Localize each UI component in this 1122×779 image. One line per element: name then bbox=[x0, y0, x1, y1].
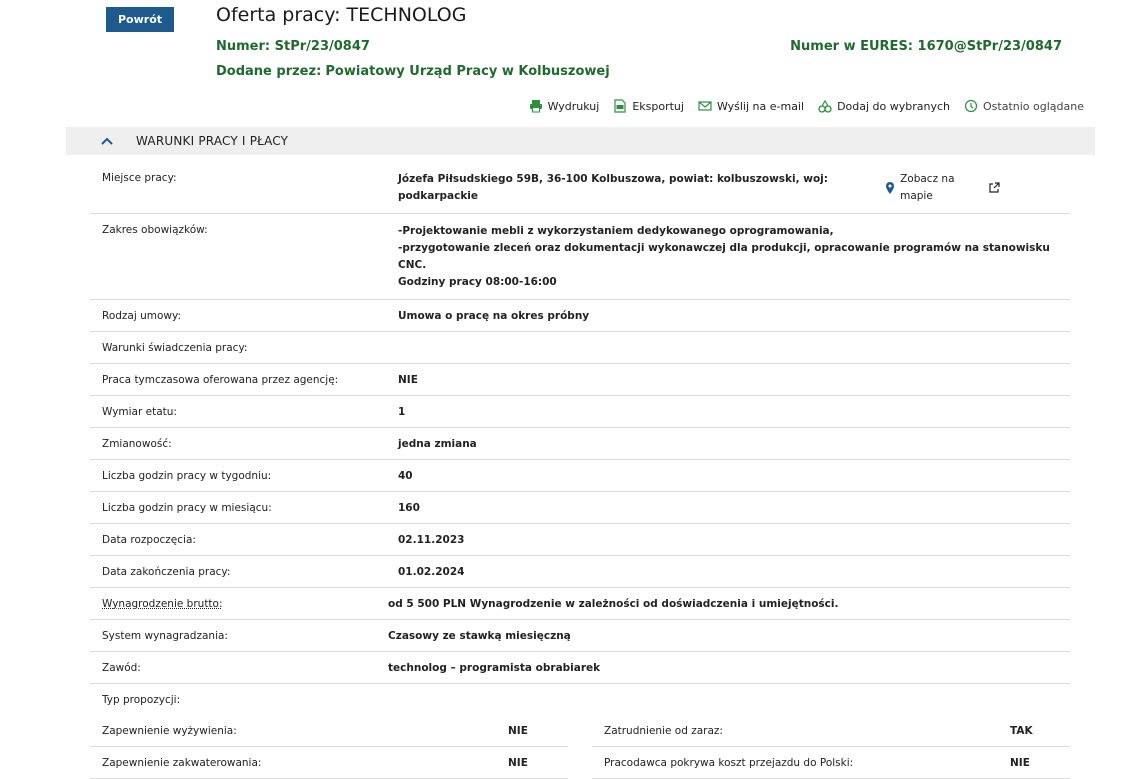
row-value: technolog – programista obrabiarek bbox=[388, 662, 601, 674]
address: Józefa Piłsudskiego 59B, 36-100 Kolbuszowa, powiat: kolbuszowski, woj: podkarpackie bbox=[398, 173, 828, 202]
row-value: od 5 500 PLN Wynagrodzenie w zależności od doświadczenia i umiejętności. bbox=[388, 598, 839, 610]
duty-line: Godziny pracy 08:00-16:00 bbox=[398, 276, 557, 288]
toolbar bbox=[529, 99, 1084, 113]
row-value: 40 bbox=[398, 470, 413, 482]
email-label: Wyślij na e-mail bbox=[716, 99, 805, 113]
pair-item bbox=[592, 747, 1070, 779]
row-key: Praca tymczasowa oferowana przez agencję: bbox=[102, 374, 339, 386]
eures-number: Numer w EURES: 1670@StPr/23/0847 bbox=[790, 39, 1062, 54]
export-button[interactable] bbox=[613, 99, 684, 113]
chevron-up-icon[interactable] bbox=[100, 134, 114, 148]
row-value: NIE bbox=[398, 374, 418, 386]
favorite-button[interactable] bbox=[818, 99, 950, 113]
external-link-icon bbox=[988, 182, 1000, 194]
row-value: 160 bbox=[398, 502, 420, 514]
pair-item bbox=[90, 715, 568, 747]
page-title: Oferta pracy: TECHNOLOG bbox=[216, 4, 467, 26]
row-value bbox=[388, 223, 1070, 291]
pairs-row bbox=[90, 715, 1070, 747]
row-value bbox=[388, 171, 1070, 205]
table-row bbox=[90, 492, 1070, 524]
table-row bbox=[90, 588, 1070, 620]
table-row bbox=[90, 396, 1070, 428]
row-key: Zawód: bbox=[102, 662, 141, 674]
row-key: Zakres obowiązków: bbox=[102, 224, 208, 236]
pair-key: Pracodawca pokrywa koszt przejazdu do Polski: bbox=[604, 757, 854, 769]
table-row bbox=[90, 428, 1070, 460]
row-value: 01.02.2024 bbox=[398, 566, 465, 578]
back-button[interactable]: Powrót bbox=[106, 7, 174, 32]
row-value: jedna zmiana bbox=[398, 438, 477, 450]
pair-item bbox=[592, 715, 1070, 747]
row-value: Umowa o pracę na okres próbny bbox=[398, 310, 590, 322]
printer-icon bbox=[529, 99, 543, 113]
pair-value: NIE bbox=[508, 725, 528, 737]
table-row bbox=[90, 300, 1070, 332]
table-row bbox=[90, 364, 1070, 396]
section-title: WARUNKI PRACY I PŁACY bbox=[136, 134, 289, 148]
row-key: Miejsce pracy: bbox=[102, 172, 177, 184]
table-row bbox=[90, 332, 1070, 364]
pair-key: Zapewnienie zakwaterowania: bbox=[102, 757, 262, 769]
row-key: System wynagradzania: bbox=[102, 630, 228, 642]
map-pin-icon bbox=[884, 181, 896, 195]
table-row bbox=[90, 556, 1070, 588]
row-key: Zmianowość: bbox=[102, 438, 172, 450]
row-key: Wymiar etatu: bbox=[102, 406, 177, 418]
added-by-label: Dodane przez: bbox=[216, 64, 322, 79]
section-header[interactable] bbox=[66, 127, 1095, 155]
table-row bbox=[90, 460, 1070, 492]
pair-key: Zapewnienie wyżywienia: bbox=[102, 725, 237, 737]
pairs-row bbox=[90, 747, 1070, 779]
added-by bbox=[216, 64, 610, 79]
print-button[interactable] bbox=[529, 99, 600, 113]
pair-value: NIE bbox=[508, 757, 528, 769]
row-key: Liczba godzin pracy w miesiącu: bbox=[102, 502, 272, 514]
table-row bbox=[90, 524, 1070, 556]
export-label: Eksportuj bbox=[632, 99, 684, 113]
duty-line: -Projektowanie mebli z wykorzystaniem dedykowanego oprogramowania, bbox=[398, 225, 834, 237]
table-row bbox=[90, 684, 1070, 715]
offer-number: Numer: StPr/23/0847 bbox=[216, 39, 370, 54]
favorite-label: Dodaj do wybranych bbox=[837, 99, 951, 113]
duty-line: -przygotowanie zleceń oraz dokumentacji wykonawczej dla produkcji, opracowanie programów na stanowisku CNC. bbox=[398, 242, 1050, 271]
row-key: Data zakończenia pracy: bbox=[102, 566, 231, 578]
table-row bbox=[90, 620, 1070, 652]
row-key: Typ propozycji: bbox=[102, 694, 181, 706]
row-key: Warunki świadczenia pracy: bbox=[102, 342, 248, 354]
added-by-value: Powiatowy Urząd Pracy w Kolbuszowej bbox=[325, 64, 610, 79]
print-label: Wydrukuj bbox=[547, 99, 600, 113]
row-key: Rodzaj umowy: bbox=[102, 310, 181, 322]
map-link[interactable] bbox=[884, 171, 1000, 205]
row-value: 02.11.2023 bbox=[398, 534, 465, 546]
row-value: Czasowy ze stawką miesięczną bbox=[388, 630, 571, 642]
pair-value: NIE bbox=[1010, 757, 1030, 769]
pair-item bbox=[90, 747, 568, 779]
pair-key: Zatrudnienie od zaraz: bbox=[604, 725, 723, 737]
table-row bbox=[90, 214, 1070, 300]
clock-icon bbox=[964, 99, 978, 113]
row-key: Liczba godzin pracy w tygodniu: bbox=[102, 470, 272, 482]
map-link-label: Zobacz na mapie bbox=[900, 173, 955, 202]
email-button[interactable] bbox=[698, 99, 804, 113]
envelope-icon bbox=[698, 99, 712, 113]
details-table bbox=[90, 163, 1070, 779]
recent-button[interactable] bbox=[964, 99, 1084, 113]
export-icon bbox=[613, 99, 627, 113]
row-key: Data rozpoczęcia: bbox=[102, 534, 196, 546]
row-value: 1 bbox=[398, 406, 406, 418]
recent-label: Ostatnio oglądane bbox=[983, 99, 1084, 113]
cherries-icon bbox=[818, 99, 832, 113]
table-row bbox=[90, 652, 1070, 684]
pair-value: TAK bbox=[1010, 725, 1033, 737]
table-row bbox=[90, 163, 1070, 214]
salary-label[interactable]: Wynagrodzenie brutto: bbox=[102, 598, 223, 610]
